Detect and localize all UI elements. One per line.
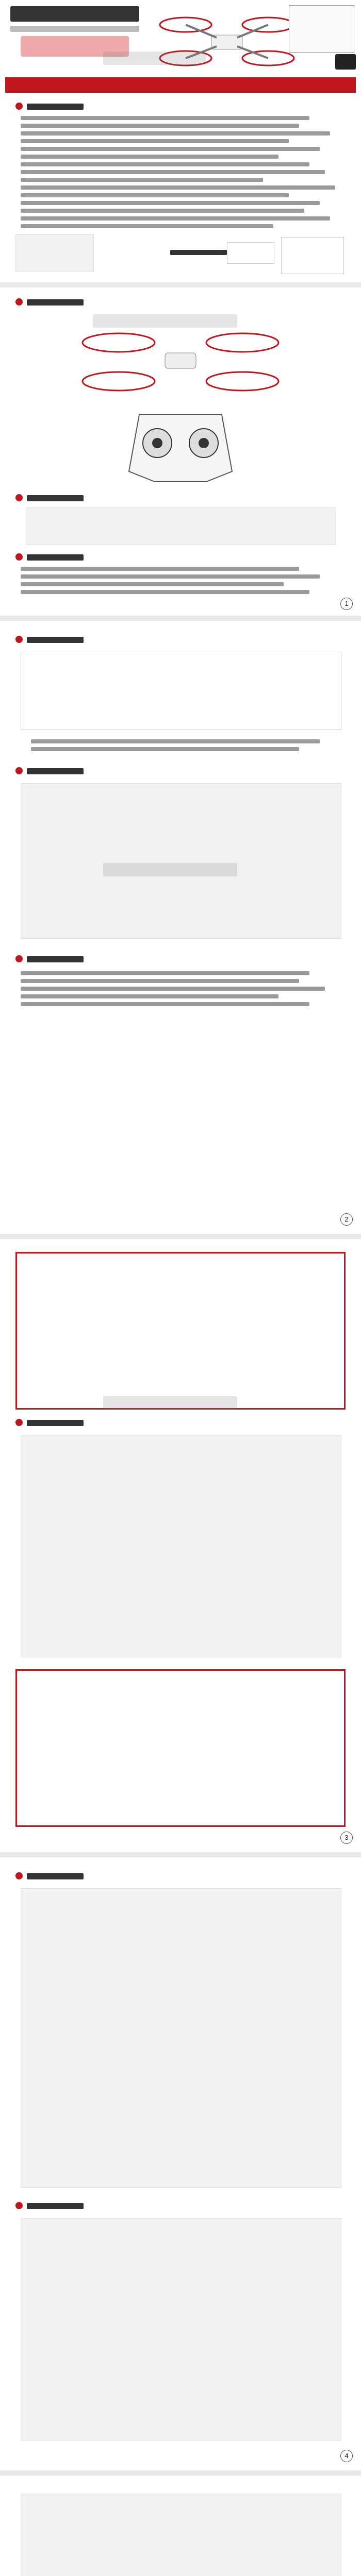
section-heading xyxy=(15,551,108,563)
section-heading xyxy=(15,1870,108,1882)
section-heading xyxy=(15,492,108,503)
section-title xyxy=(27,554,84,561)
text-line xyxy=(21,139,289,143)
page-number: 4 xyxy=(340,2450,353,2462)
product-title xyxy=(10,6,139,22)
divider xyxy=(0,616,361,621)
section-bullet-icon xyxy=(15,636,23,643)
divider xyxy=(0,1234,361,1239)
page-number: 1 xyxy=(340,598,353,610)
section-bullet-icon xyxy=(15,767,23,774)
drone-diagram xyxy=(72,322,289,399)
section-title xyxy=(27,495,84,501)
text-line xyxy=(21,224,273,228)
text-line xyxy=(21,590,309,594)
text-line xyxy=(21,131,330,135)
text-line xyxy=(21,124,299,128)
text-line xyxy=(21,170,325,174)
company-name xyxy=(170,250,227,255)
section-bullet-icon xyxy=(15,2202,23,2209)
page-number: 2 xyxy=(340,1213,353,1226)
page-3 xyxy=(0,1242,361,1850)
brand-logo-box xyxy=(227,242,274,264)
section-title xyxy=(27,104,84,110)
text-line xyxy=(21,971,309,975)
text-line xyxy=(21,216,330,221)
section-heading xyxy=(15,1417,108,1428)
certification-box xyxy=(281,237,344,274)
text-line xyxy=(21,582,284,586)
age-badge xyxy=(335,54,356,70)
components-panel xyxy=(26,507,336,545)
section-heading xyxy=(15,2200,108,2211)
text-line xyxy=(21,994,278,998)
section-bullet-icon xyxy=(15,1419,23,1426)
divider xyxy=(0,1852,361,1857)
main-functions-panel xyxy=(21,2218,341,2441)
section-title xyxy=(27,2203,84,2209)
battery-install-panel xyxy=(21,652,341,730)
section-title xyxy=(27,637,84,643)
text-line xyxy=(21,147,320,151)
product-subtitle xyxy=(10,26,139,32)
advanced-mode-panel xyxy=(21,2494,341,2576)
section-heading xyxy=(15,296,108,308)
control-method-panel xyxy=(21,1435,341,1657)
section-title xyxy=(27,1420,84,1426)
header xyxy=(0,0,361,72)
section-bullet-icon xyxy=(15,553,23,561)
text-line xyxy=(21,201,320,205)
text-line xyxy=(21,155,278,159)
text-line xyxy=(21,116,309,120)
section-title xyxy=(27,299,84,306)
section-bullet-icon xyxy=(15,955,23,962)
warning-frame xyxy=(15,1669,346,1827)
section-heading xyxy=(15,100,108,112)
text-line xyxy=(21,185,335,190)
text-line xyxy=(21,162,309,166)
page-number: 3 xyxy=(340,1832,353,1844)
page-2 xyxy=(0,623,361,1231)
text-line xyxy=(31,747,299,751)
page-4 xyxy=(0,1860,361,2468)
section-heading xyxy=(15,634,108,645)
text-line xyxy=(21,1002,309,1006)
section-heading xyxy=(15,765,108,776)
warning-box xyxy=(289,5,354,53)
transmitter-diagram xyxy=(124,404,237,487)
divider xyxy=(0,282,361,287)
watermark xyxy=(103,863,237,876)
section-title xyxy=(27,956,84,962)
text-line xyxy=(21,574,320,579)
flight-area-frame xyxy=(15,1252,346,1410)
trim-adjust-panel xyxy=(21,1888,341,2188)
section-title xyxy=(27,1873,84,1879)
section-bullet-icon xyxy=(15,103,23,110)
text-line xyxy=(21,567,299,571)
red-notice-banner xyxy=(5,77,356,93)
text-line xyxy=(21,178,263,182)
section-title xyxy=(27,768,84,774)
divider xyxy=(0,2470,361,2476)
charging-panel xyxy=(21,783,341,939)
text-line xyxy=(21,193,289,197)
section-bullet-icon xyxy=(15,494,23,501)
company-logo-panel xyxy=(15,234,94,272)
text-line xyxy=(21,987,325,991)
text-line xyxy=(31,739,320,743)
watermark xyxy=(103,1396,237,1410)
section-heading xyxy=(15,953,108,964)
page-5 xyxy=(0,2478,361,2576)
text-line xyxy=(21,979,299,983)
section-bullet-icon xyxy=(15,1872,23,1879)
page-1 xyxy=(0,0,361,613)
section-bullet-icon xyxy=(15,298,23,306)
watermark xyxy=(103,52,206,65)
text-line xyxy=(21,209,304,213)
